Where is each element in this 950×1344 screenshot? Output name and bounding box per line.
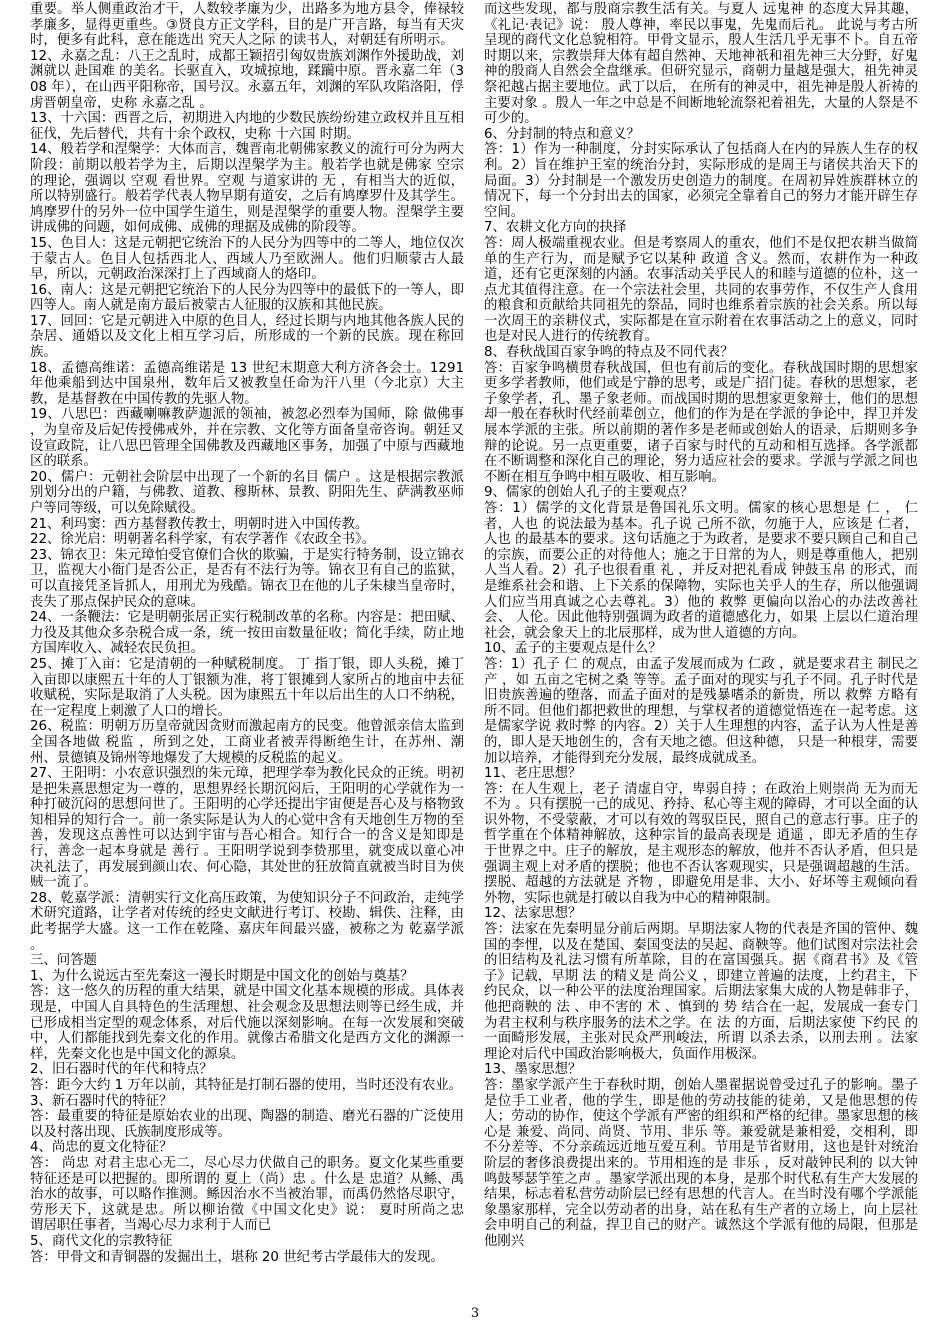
document-page bbox=[30, 2, 918, 1302]
right-column bbox=[484, 2, 918, 1300]
paragraph: 答：法家在先秦明显分前后两期。早期法家人物的代表是齐国的管仲、魏国的李悝，以及在楚国、秦国变法的吴起、商鞅等。他们试图对宗法社会的旧结构及礼法习惯有所革除，目的在富国强兵。据《商君书》及《管子》记载，早期 法 的精义是 尚公义 ，即建立普遍的法度，上约君主，下约民众，以一种公平的法度治理国家。后期法家集大成的人物是韩非子，他把商鞅的 法 、申不害的 术 、慎到的 势 结合在一起，发展成一套专门为君主权利与秩序服务的法术之学。在 法 的方面，后期法家使 下约民 的一面畸形发展，主张对民众严刑峻法，所谓 以杀去杀，以刑去刑 。法家理论对后代中国政治影响极大，负面作用极深。 bbox=[484, 922, 918, 1062]
paragraph: 2、旧石器时代的年代和特点？ bbox=[30, 1062, 213, 1078]
paragraph: 1、为什么说远古至先秦这一漫长时期是中国文化的创始与奠基？ bbox=[30, 968, 414, 984]
paragraph: 24、一条鞭法：它是明朝张居正实行税制改革的名称。内容是：把田赋、力役及其他众多杂税合成一条，统一按田亩数量征收；简化手续，防止地方国库收入、减轻农民负担。 bbox=[30, 610, 464, 657]
paragraph: 答：在人生观上，老子 清虚自守，卑弱自持 ；在政治上则崇尚 无为而无不为 。只有摆脱一己的成见、矜持、私心等主观的障碍，才可以全面的认识外物，不受蒙蔽，才可以有效的驾驭臣民，照自己的意志行事。庄子的哲学重在个体精神解放，这种宗旨的最高表现是 逍遥 ，即无矛盾的生存于世界之中。庄子的解放，是主观形态的解放，他并不否认矛盾，但只是强调主观上对矛盾的摆脱；他也不否认客观现实，只是强调超越的生活。摆脱、超越的方法就是 齐物 ，即避免用是非、大小、好坏等主观倾向看外物，实际也就是打破以自我为中心的精神限制。 bbox=[484, 781, 918, 906]
paragraph: 答：距今大约 1 万年以前，其特征是打制石器的使用，当时还没有农业。 bbox=[30, 1077, 463, 1093]
paragraph: 3、新石器时代的特征？ bbox=[30, 1093, 173, 1109]
paragraph: 15、色目人：这是元朝把它统治下的人民分为四等中的二等人，地位仅次于蒙古人。色目人包括西北人、西域人乃至欧洲人。他们归顺蒙古人最早，所以，元朝政治深深打上了西域商人的烙印。 bbox=[30, 235, 464, 283]
paragraph: 12、永嘉之乱：八王之乱时，成都王颖招引匈奴贵族刘渊作外援助战，刘渊就以 赴国难 的美名。长驱直入，攻城掠地，蹂躏中原。晋永嘉二年（308 年），在山西平阳称帝，国号汉。永嘉五年，刘渊的军队攻陷洛阳，俘虏晋朝皇帝，史称 永嘉之乱 。 bbox=[30, 48, 464, 111]
paragraph: 14、般若学和涅槃学：大体而言，魏晋南北朝佛家教义的流行可分为两大阶段：前期以般若学为主，后期以涅槃学为主。般若学也就是佛家 空宗 的理论，强调以 空观 看世界。空观 与道家讲的 无 ，有相当大的近似，所以特别盛行。般若学代表人物早期有道安，之后有鸠摩罗什及其学生。鸠摩罗什的另外一位中国学生道生，则是涅槃学的重要人物。涅槃学主要讲成佛的问题，如何成佛、成佛的理据及成佛的阶段等。 bbox=[30, 142, 464, 236]
paragraph: 12、法家思想？ bbox=[484, 906, 582, 922]
paragraph: 26、税监：明朝万历皇帝就因贪财而激起南方的民变。他曾派亲信太监到全国各地做 税监 ，所到之处，工商业者被弄得断绝生计，在苏州、潮州、景德镇及锦州等地爆发了大规模的反税监的起义。 bbox=[30, 719, 464, 766]
paragraph: 答：1）作为一种制度，分封实际承认了包括商人在内的异族人生存的权利。2）旨在维护王室的统治分封，实际形成的是周王与诸侯共治天下的局面。3）分封制是一个激发历史创造力的制度。在周初异姓族群林立的情况下，每一个分封出去的国家，必须完全靠着自己的努力才能开辟生存空间。 bbox=[484, 142, 918, 220]
paragraph: 4、尚忠的夏文化特征？ bbox=[30, 1140, 173, 1156]
paragraph: 9、儒家的创始人孔子的主要观点？ bbox=[484, 485, 694, 501]
paragraph: 答：1）孔子 仁 的观点，由孟子发展而成为 仁政 ，就是要求君主 制民之产 ，如 五亩之宅树之桑 等等。孟子面对的现实与孔子不同。孔子时代是旧贵族善遍的堕落，而孟子面对的是残暴嗜杀的新贵，所以 救弊 方略有所不同。但他们都把救世的理想，与掌权者的道德觉悟连在一起考虑。这是儒家学说 救时弊 的内容。2）关于人生理想的内容，孟子认为人性是善的，即人是天地创生的，含有天地之德。但这种德， 只是一种根芽，需要加以培养，才能得到充分发展，最终成就成圣。 bbox=[484, 656, 918, 766]
paragraph: 21、利玛窦：西方基督教传教士，明朝时进入中国传教。 bbox=[30, 516, 369, 532]
paragraph: 20、儒户：元朝社会阶层中出现了一个新的名目 儒户 。这是根据宗教派别划分出的户籍，与佛教、道教、穆斯林、景教、阴阳先生、萨满教巫师户等同等级，可以免除赋役。 bbox=[30, 469, 464, 516]
paragraph: 答：1）儒学的文化背景是鲁国礼乐文明。儒家的核心思想是 仁 ， 仁者，人也 的说法最为基本。孔子说 己所不欲，勿施于人，应该是 仁者，人也 的最基本的要求。这句话施之于为政者，是要求不要只顾自己和自己的宗族，而要公正的对待他人；施之于日常的为人，则是尊重他人，把别人当人看。2）孔子也很看重 礼 ，并反对把礼看成 钟鼓玉帛 的形式，而是维系社会和谐、上下关系的保障物，实际也关乎人的生存，所以他强调人们应当用真诚之心去尊礼。3）他的 救弊 更偏向以治心的办法改善社会、 人伦。因此他特别强调为政者的道德感化力，如果 上层以仁道治理社会，就会象天上的北辰那样，成为世人道德的方向。 bbox=[484, 501, 918, 641]
paragraph: 10、孟子的主要观点是什么？ bbox=[484, 641, 662, 657]
paragraph: 答： 尚忠 对君主忠心无二，尽心尽力伏做自己的职务。夏文化某些重要特征还是可以把握的。即所谓的 夏上（尚）忠 。什么是 忠道？从鲧、禹治水的故事，可以略作推测。鲧因治水不当被治罪，而禹仍然恪尽职守，劳形天下，这就是忠。所以柳诒徵《中国文化史》说： 夏时所尚之忠 谓居职任事者，当竭心尽力求利于人而已 bbox=[30, 1155, 482, 1234]
paragraph: 答：百家争鸣横贯春秋战国，但也有前后的变化。春秋战国时期的思想家更多学者教师，他们或是宁静的思考，或是广招门徒。春秋的思想家，老子象学者，孔、墨子象老师。而战国时期的思想家更象辩士，他们的思想却一般在春秋时代经前辈创立，他们的作为是在学派的争论中，捍卫并发展本学派的主张。所以前期的著作多是老师或创始人的语录，后期则多争辩的论说。另一点更重要，诸子百家与时代的互动和相互选择。各学派都在不断调整和深化自己的理论，努力适应社会的要求。学派与学派之间也不断在相互争鸣中相互吸收、相互影响。 bbox=[484, 360, 918, 485]
paragraph: 11、老庄思想？ bbox=[484, 766, 582, 782]
paragraph: 16、南人：这是元朝把它统治下的人民分为四等中的最低下的一等人，即四等人。南人就是南方最后被蒙古人征服的汉族和其他民族。 bbox=[30, 282, 464, 314]
paragraph: 而这些发现，都与殷商宗教生活有关。与夏人 远鬼神 的态度大异其趣，《礼记·表记》说： 殷人尊神，率民以事鬼，先鬼而后礼。 此说与考古所呈现的商代文化总貌相符。甲骨文显示，殷人生活几乎无事不卜。自五帝时期以来，宗教崇拜大体有超自然神、天地神祇和祖先神三大分野，好鬼神的殷商人自然会全盘继承。但研究显示，商朝力量越是强大，祖先神灵祭祀越占据主要地位。武丁以后， 在所有的神灵中，祖先神是殷人祈祷的主要对象 。殷人一年之中总是不间断地轮流祭祀着祖先，大量的人祭是不可少的。 bbox=[484, 2, 918, 127]
paragraph: 23、锦衣卫：朱元璋怕受官僚们合伙的欺骗，于是实行特务制，设立锦衣卫，监视大小衙门是否公正，是否有不法行为等。锦衣卫有自己的监狱，可以直接凭圣旨抓人，用刑尤为残酷。锦衣卫在他的儿子朱棣当皇帝时，丧失了那点保护民众的意味。 bbox=[30, 547, 464, 610]
paragraph: 13、墨家思想？ bbox=[484, 1062, 582, 1078]
paragraph: 7、农耕文化方向的抉择 bbox=[484, 220, 627, 236]
paragraph: 答：这一悠久的历程的重大结果，就是中国文化基本规模的形成。具体表现是，中国人自具特色的生活理想、社会观念及思想法则等已经生成，并已形成相当定型的观念体系，对后代施以深刻影响。在每一次发展和突破中，人们都能找到先秦文化的作用。就像古希腊文化是西方文化的渊源一样，先秦文化也是中国文化的源泉。 bbox=[30, 984, 464, 1062]
paragraph: 答：甲骨文和青铜器的发掘出土，堪称 20 世纪考古学最伟大的发现。 bbox=[30, 1249, 444, 1265]
paragraph: 19、八思巴：西藏喇嘛教萨迦派的领袖，被忽必烈奉为国师，除 做佛事 ，为皇帝及后妃传授佛戒外，并在宗教、文化等方面备皇帝咨询。朝廷又设宣政院，让八思巴管理全国佛教及西藏地区事务，加强了中原与西藏地区的联系。 bbox=[30, 407, 464, 470]
paragraph: 18、孟德高维诺：孟德高维诺是 13 世纪末期意大利方济各会士。1291年他乘船到达中国泉州，数年后又被教皇任命为汗八里（今北京）大主教，是基督教在中国传教的先驱人物。 bbox=[30, 360, 464, 407]
page-number: 3 bbox=[470, 1306, 480, 1321]
paragraph: 答：周人极端重视农业。但是考察周人的重农，他们不是仅把农耕当做简单的生产行为，而是赋予它以某种 政道 含义。然而，农耕作为一种政道，还有它更深刻的内涵。农事活动关乎民人的和睦与道德的位朴，这一点尤其值得注意。在一个宗法社会里，共同的农事劳作，不仅生产人食用的粮食和贡献给共同祖先的祭品，同时也维系着宗族的社会关系。所以每一次周王的亲耕仪式，实际都是在宣示附着在农事活动之上的意义，同时也是对民人进行的传统教育。 bbox=[484, 235, 918, 345]
paragraph: 答：最重要的特征是原始农业的出现、陶器的制造、磨光石器的广泛使用以及村落出现、氏族制度形成等。 bbox=[30, 1109, 464, 1140]
paragraph: 17、回回：它是元朝进入中原的色目人，经过长期与内地其他各族人民的杂居、通婚以及文化上相互学习后，所形成的一个新的民族。现在称回族。 bbox=[30, 313, 464, 361]
paragraph: 27、王阳明：小农意识强烈的朱元璋，把理学奉为教化民众的正统。明初是把朱熹思想定为一尊的，思想界经长期沉闷后，王阳明的心学就作为一种打破沉闷的思想问世了。王阳明的心学还提出宇宙便是吾心及与格物致知相异的知行合一。前一条实际是认为人的心觉中含有天地创生万物的至善，发现这点善性可以达到宇宙与吾心相合。知行合一的含义是知即是行，善念一起本身就是 善行 。王阳明学说到李贽那里，就变成以童心冲决礼法了，再发展到颜山农、何心隐，其处世的狂放简直就被当时目为侠贼一流了。 bbox=[30, 766, 464, 891]
paragraph: 重要。举人侧重政治才干，人数较孝廉为少，出路多为地方县令，俸禄较孝廉多，显得更重些。③贤良方正文学科，目的是广开言路，每当有天灾时，便多有此科，意在能选出 究天人之际 的读书人，对朝廷有所明示。 bbox=[30, 2, 464, 49]
paragraph: 8、春秋战国百家争鸣的特点及不同代表？ bbox=[484, 345, 734, 361]
paragraph: 6、分封制的特点和意义？ bbox=[484, 126, 640, 142]
paragraph: 答：墨家学派产生于春秋时期，创始人墨翟据说曾受过孔子的影响。墨子是位手工业者，他的学生，即是他的劳动技能的徒弟，又是他思想的传人；劳动的协作，使这个学派有严密的组织和严格的纪律。墨家思想的核心是 兼爱、尚同、尚贤、节用、非乐 等。兼爱就是兼相爱，交相利，即不分差等、不分亲疏远近地互爱互利。节用是节省财用，这也是针对统治阶层的奢侈浪费提出来的。节用相连的是 非乐 ，反对敲钟民利的 以大钟鸣鼓琴瑟竽笙之声 。墨家学派出现的本身，是那个时代私有生产大发展的结果，标志着私营劳动阶层已经有思想的代言人。在当时没有哪个学派能象墨家那样，完全以劳动者的出身，站在私有生产者的立场上，向上层社会申明自己的利益，捍卫自己的财产。诚然这个学派有他的局限，但那是他刚兴 bbox=[484, 1077, 918, 1249]
paragraph: 25、摊丁入亩：它是清朝的一种赋税制度。 丁 指丁银，即人头税，摊丁入亩即以康熙五十年的人丁银额为准，将丁银摊到人家所占的地亩中去征收赋税，实际是取消了人头税。因为康熙五十年以后出生的人口不纳税，在一定程度上刺激了人口的增长。 bbox=[30, 656, 464, 719]
left-column bbox=[30, 2, 482, 1300]
paragraph: 5、商代文化的宗教特征 bbox=[30, 1233, 173, 1249]
paragraph: 22、徐光启：明朝著名科学家，有农学著作《农政全书》。 bbox=[30, 532, 376, 548]
paragraph: 13、十六国：西晋之后，初期进入内地的少数民族纷纷建立政权并且互相征伐，先后替代，共有十余个政权，史称 十六国 时期。 bbox=[30, 111, 464, 142]
paragraph: 28、乾嘉学派：清朝实行文化高压政策，为使知识分子不问政治，走纯学术研究道路，让学者对传统的经史文献进行考订、校勘、辑佚、注释，由此考据学大盛。这一工作在乾隆、嘉庆年间最兴盛，被称之为 乾嘉学派 。 bbox=[30, 890, 464, 953]
paragraph: 三、问答题 bbox=[30, 953, 97, 969]
